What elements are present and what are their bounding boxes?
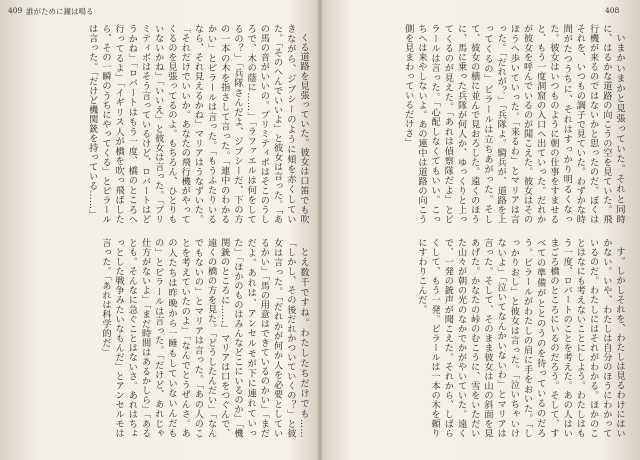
left-page-number: 409 bbox=[8, 6, 23, 15]
right-page-number: 408 bbox=[605, 6, 620, 15]
book-gutter bbox=[317, 0, 323, 460]
right-page-lower-column bbox=[330, 238, 626, 438]
left-page bbox=[14, 24, 310, 444]
right-page-upper-column bbox=[330, 24, 626, 224]
paragraph: いまかいまかと見張っていた。それと同時に、はるかな道路の向こうの空を見ていた。飛行機が来るのではないかと思ったのだ。ぼくはそれを、いつもの調子で見ていた。わずかな時間がたつうちに、それはすっかり明るくなった。彼女はいつものように朝の仕事をすませると、もう一度洞窟の入口へ出ていった。だれかが彼女を呼んでいるのが聞こえた。彼女はそのほうへ歩いていった。「来るわ」とマリアは言った。「だれが？」「兵隊よ。騎兵が、道路を上ってくるの」ピラールは立ちあがった。そして、彼女の横に並んで見おろした。遠くのほうに、馬に乗った兵隊が何人か、ゆっくりと上ってくるのが見えた。「あれは偵察隊だよ」とピラールは言った。「心配しなくてもいい。こっちへは来やしないよ。あの連中は道路の向こう側を見まわっているだけさ」 bbox=[402, 24, 625, 224]
paragraph: とえ数千ですね。わたしたちだけでも……「しかし、その後だれかついていくの？」と彼女は言った。「だれかが何か人を必要としているかい」「馬の用意はできているのかい」「まだだよ。あれは、アンセルモが下に連れていった」「ほかのものはみんなどこにいるのか」「機関銃のところに……」マリアは口をつぐんで、遠くの橋の方を見た。「どうしたんだい」「なんでもないの」とマリアは言った。「あの人のことを考えていたのよ」「なんでとうぜんさ。あの人たちは昨晩から一睡もしていないんだもの」とピラールは言った。「だけど、あれじゃ仕方がないよ」「まだ時間はあるかしら」「あるとも。そんなに急ぐことはないさ。あれはちょっとした戦争みたいなもんだ」とアンセルモは言った。「あれは科学的だ」 bbox=[99, 238, 309, 438]
left-page-lower-column bbox=[14, 238, 310, 438]
right-page bbox=[330, 24, 626, 444]
left-page-upper-column bbox=[14, 24, 310, 224]
paragraph: す。しかしそれを、わたしは見るわけにはいかない。いや、わたしは自分のほうにわかっているのだ。わたしにはそれがわかる。ほかのことはなにも考えないことにしよう。わたしはもう一度、ロバートのことを考えた。あの人はいまごろ橋のところにいるのだろう。そして、すべての準備がととのうのを待っているのだろう。ピラールがわたしの肩に手をおいた。「しっかりおし」と彼女は言った。「泣いちゃいけないよ」「泣いてなんかいないわ」とマリアは言った。そして、そのまま彼女は山の斜面を見あげた。かなたの峠のむこうに、雪をいただいた山々が朝の光のなかでかがやいていた。遠くで、一発の銃声が聞こえた。それから、しばらくして、もう一発。ピラールは一本の木を頼りにすわりこんだ。 bbox=[415, 238, 625, 438]
running-head: 誰がために鐘は鳴る bbox=[26, 7, 94, 16]
paragraph: くる道路を見張っていた。彼女は口笛でも吹きながら、ジプシーのように頬を赤くしていた。「そのへんでいいよ」と彼女は言った。「あの馬の音がいいの。プリミティボはそこのうしろで、木の蔭に……」「ラファエルは何をしてるの？」「兵隊さんだよ、ジプシーだ、下の方の一本の木を指さして言った。「連中のわかるかい」とピラールは言った。「もうふたりいるなら、それ見えるかね」マリアはうなずいた。「それだけでいいか。あなたの飛行機がやってくるのを見張ってるのよ。もちろん、ひとりもいないかね」「いいえ」と彼女は言った。「プリミティボはそう言っているけど、ロバートはどうかね」「ロバートはもう一度、橋のところへ行ってるよ」「イギリス人が橋を吹っ飛ばしたら、その一瞬のうちにやってくる」とピラールは言った。「だけど機関銃を持っている……」 bbox=[86, 24, 309, 224]
